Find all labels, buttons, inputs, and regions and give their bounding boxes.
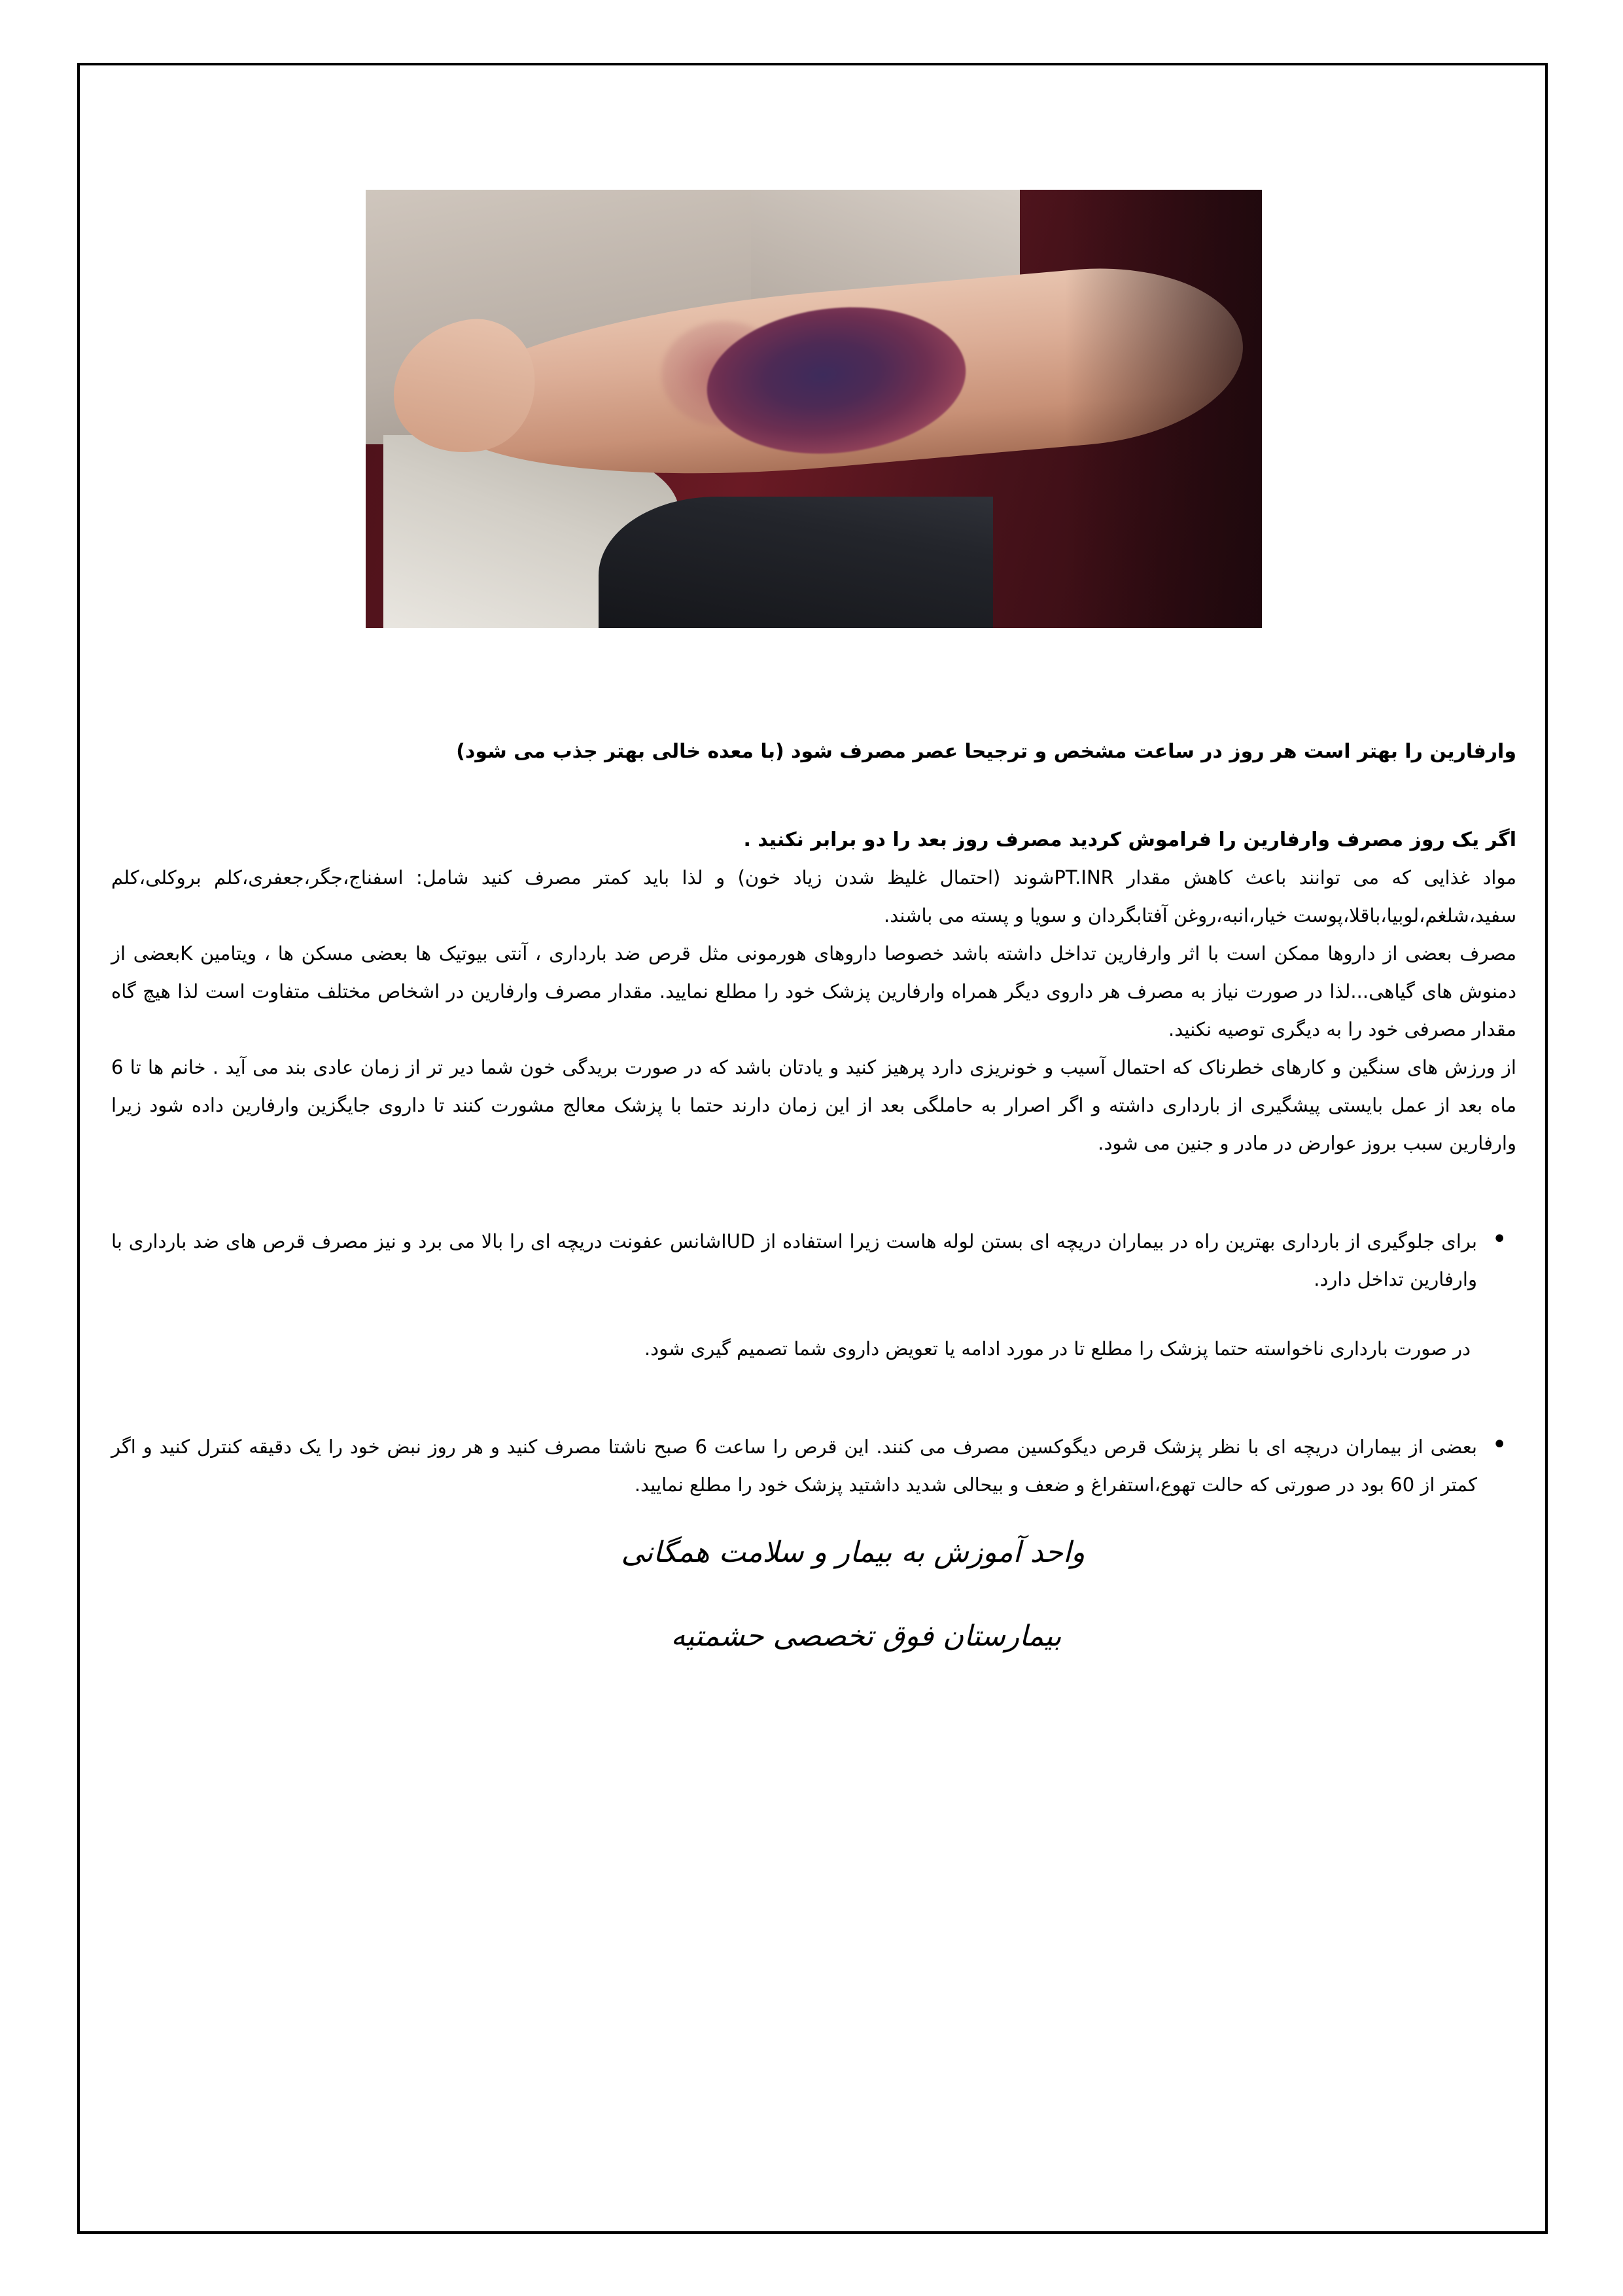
- signature-block: [111, 1530, 1516, 1660]
- bold-instruction-1: وارفارین را بهتر است هر روز در ساعت مشخص و ترجیحا عصر مصرف شود (با معده خالی بهتر جذب می شود): [456, 740, 1516, 763]
- paragraph-foods: مواد غذایی که می توانند باعث کاهش مقدار PT.INRشوند (احتمال غلیظ شدن زیاد خون) و لذا باید کمتر مصرف کنید شامل: اسفناج،جگر،جعفری،کلم بروکلی،کلم سفید،شلغم،لوبیا،باقلا،پوست خیار،انبه،روغن آفتابگردان و سویا و پسته می باشند.: [111, 866, 1517, 927]
- forearm-bruise-photo: [366, 190, 1262, 628]
- page-content: [111, 98, 1516, 2199]
- list-item: • بعضی از بیماران دریچه ای با نظر پزشک قرص دیگوکسین مصرف می کنند. این قرص را ساعت 6 صبح ناشتا مصرف کنید و هر روز نبض خود را یک دقیقه کنترل کنید و اگر کمتر از 60 بود در صورتی که حالت تهوع،استفراغ و ضعف و بیحالی شدید داشتید پزشک خود را مطلع نمایید.: [111, 1428, 1477, 1504]
- signature-line-1: واحد آموزش به بیمار و سلامت همگانی: [621, 1536, 1085, 1569]
- bullet-list: [111, 1222, 1516, 1298]
- bullet-list-2: [111, 1428, 1516, 1504]
- paragraph-activity-pregnancy: از ورزش های سنگین و کارهای خطرناک که احتمال آسیب و خونریزی دارد پرهیز کنید و یادتان باشد که در صورت بریدگی خون شما دیر تر از زمان عادی بند می آید . خانم ها تا 6 ماه بعد از عمل بایستی پیشگیری از بارداری داشته و اگر اصرار به حاملگی بعد از این زمان دارند حتما با پزشک معالج مشورت کنند تا داروی جایگزین وارفارین داده شود زیرا وارفارین سبب بروز عوارض در مادر و جنین می شود.: [111, 1056, 1516, 1154]
- pregnancy-note: در صورت بارداری ناخواسته حتما پزشک را مطلع تا در مورد ادامه یا تعویض داروی شما تصمیم گیری شود.: [644, 1337, 1471, 1360]
- signature-line-2: بیمارستان فوق تخصصی حشمتیه: [671, 1619, 1062, 1653]
- photo-right-shadow: [1065, 190, 1262, 628]
- paragraph-drug-interactions: مصرف بعضی از داروها ممکن است با اثر وارفارین تداخل داشته باشد خصوصا داروهای هورمونی مثل قرص ضد بارداری ، آنتی بیوتیک ها بعضی مسکن ها ، ویتامین Kبعضی از دمنوش های گیاهی...لذا در صورت نیاز به مصرف هر داروی دیگر همراه وارفارین پزشک خود را مطلع نمایید. مقدار مصرف وارفارین در اشخاص مختلف متفاوت است لذا هیچ گاه مقدار مصرفی خود را به دیگری توصیه نکنید.: [111, 942, 1516, 1040]
- figure-container: [111, 190, 1516, 628]
- bold-instruction-2: اگر یک روز مصرف وارفارین را فراموش کردید مصرف روز بعد را دو برابر نکنید .: [743, 828, 1516, 851]
- photo-dark-clothing: [599, 497, 993, 628]
- list-item: • برای جلوگیری از بارداری بهترین راه در بیماران دریچه ای بستن لوله هاست زیرا استفاده از IUDشانس عفونت دریچه ای را بالا می برد و نیز مصرف قرص های ضد بارداری با وارفارین تداخل دارد.: [111, 1222, 1477, 1298]
